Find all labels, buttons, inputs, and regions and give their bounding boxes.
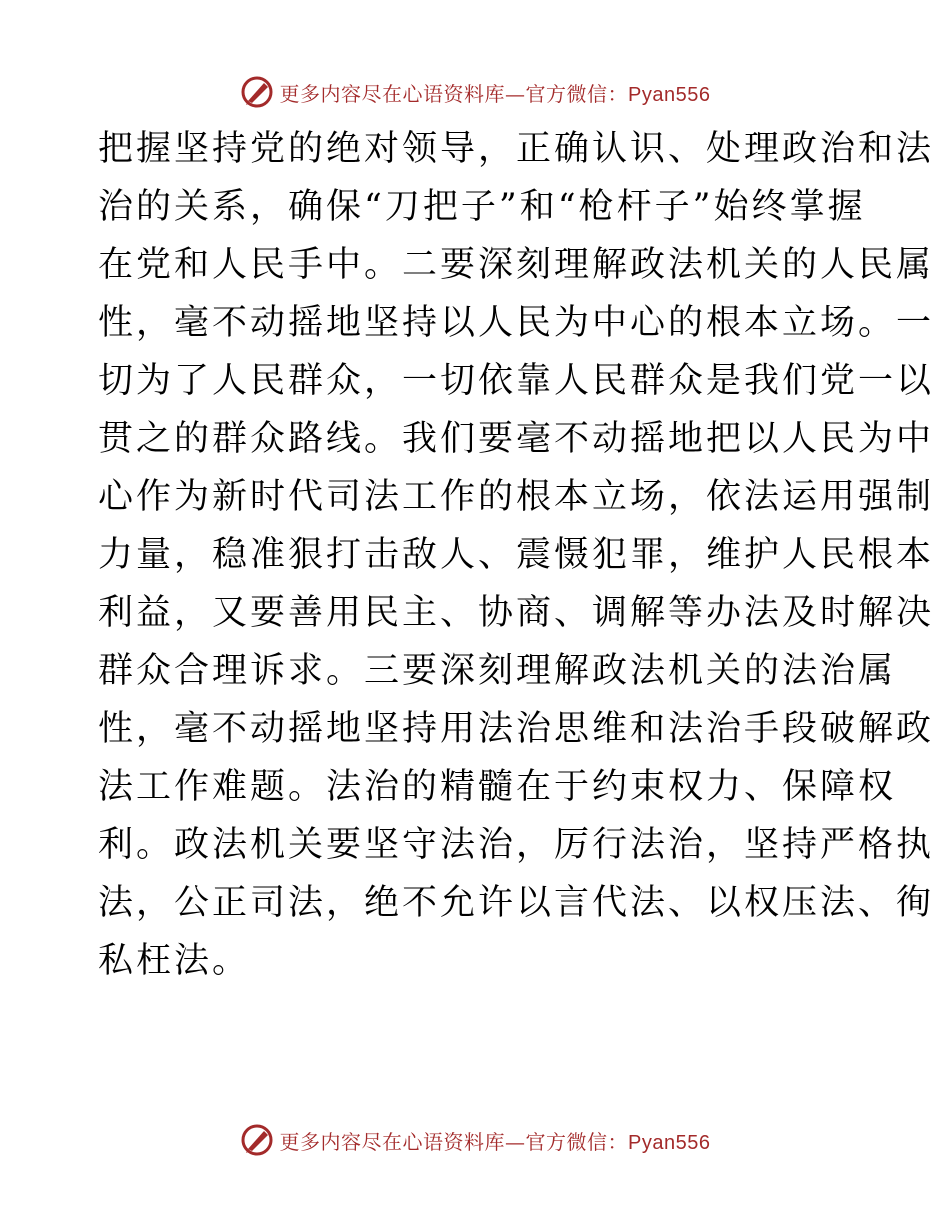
body-line: 性，毫不动摇地坚持用法治思维和法治手段破解政: [98, 709, 935, 749]
body-line: 利。政法机关要坚守法治，厉行法治，坚持严格执: [98, 825, 935, 865]
pen-logo-icon: [240, 75, 274, 109]
body-line: 贯之的群众路线。我们要毫不动摇地把以人民为中: [98, 419, 935, 459]
header-banner: [0, 72, 950, 112]
body-line: 把握坚持党的绝对领导，正确认识、处理政治和法: [98, 129, 935, 169]
footer-banner-text: [280, 1126, 711, 1155]
document-body: [98, 120, 935, 990]
body-line: 法，公正司法，绝不允许以言代法、以权压法、徇: [98, 883, 935, 923]
footer-banner: [0, 1120, 950, 1160]
body-line: 心作为新时代司法工作的根本立场，依法运用强制: [98, 477, 935, 517]
footer-wechat-id: Pyan556: [628, 1131, 711, 1154]
header-banner-text: [280, 78, 711, 107]
body-line: 群众合理诉求。三要深刻理解政法机关的法治属: [98, 651, 897, 691]
body-line: 切为了人民群众，一切依靠人民群众是我们党一以: [98, 361, 935, 401]
pen-logo-icon: [240, 1123, 274, 1157]
body-line: 法工作难题。法治的精髓在于约束权力、保障权: [98, 767, 897, 807]
body-line: 在党和人民手中。二要深刻理解政法机关的人民属: [98, 245, 935, 285]
body-line: 治的关系，确保“刀把子”和“枪杆子”始终掌握: [98, 187, 866, 227]
body-line: 性，毫不动摇地坚持以人民为中心的根本立场。一: [98, 303, 935, 343]
body-line: 力量，稳准狠打击敌人、震慑犯罪，维护人民根本: [98, 535, 935, 575]
header-wechat-id: Pyan556: [628, 83, 711, 106]
header-banner-caption: 更多内容尽在心语资料库—官方微信：: [279, 81, 629, 106]
footer-banner-caption: 更多内容尽在心语资料库—官方微信：: [279, 1129, 629, 1154]
body-line: 私枉法。: [98, 941, 251, 981]
body-line: 利益，又要善用民主、协商、调解等办法及时解决: [98, 593, 935, 633]
